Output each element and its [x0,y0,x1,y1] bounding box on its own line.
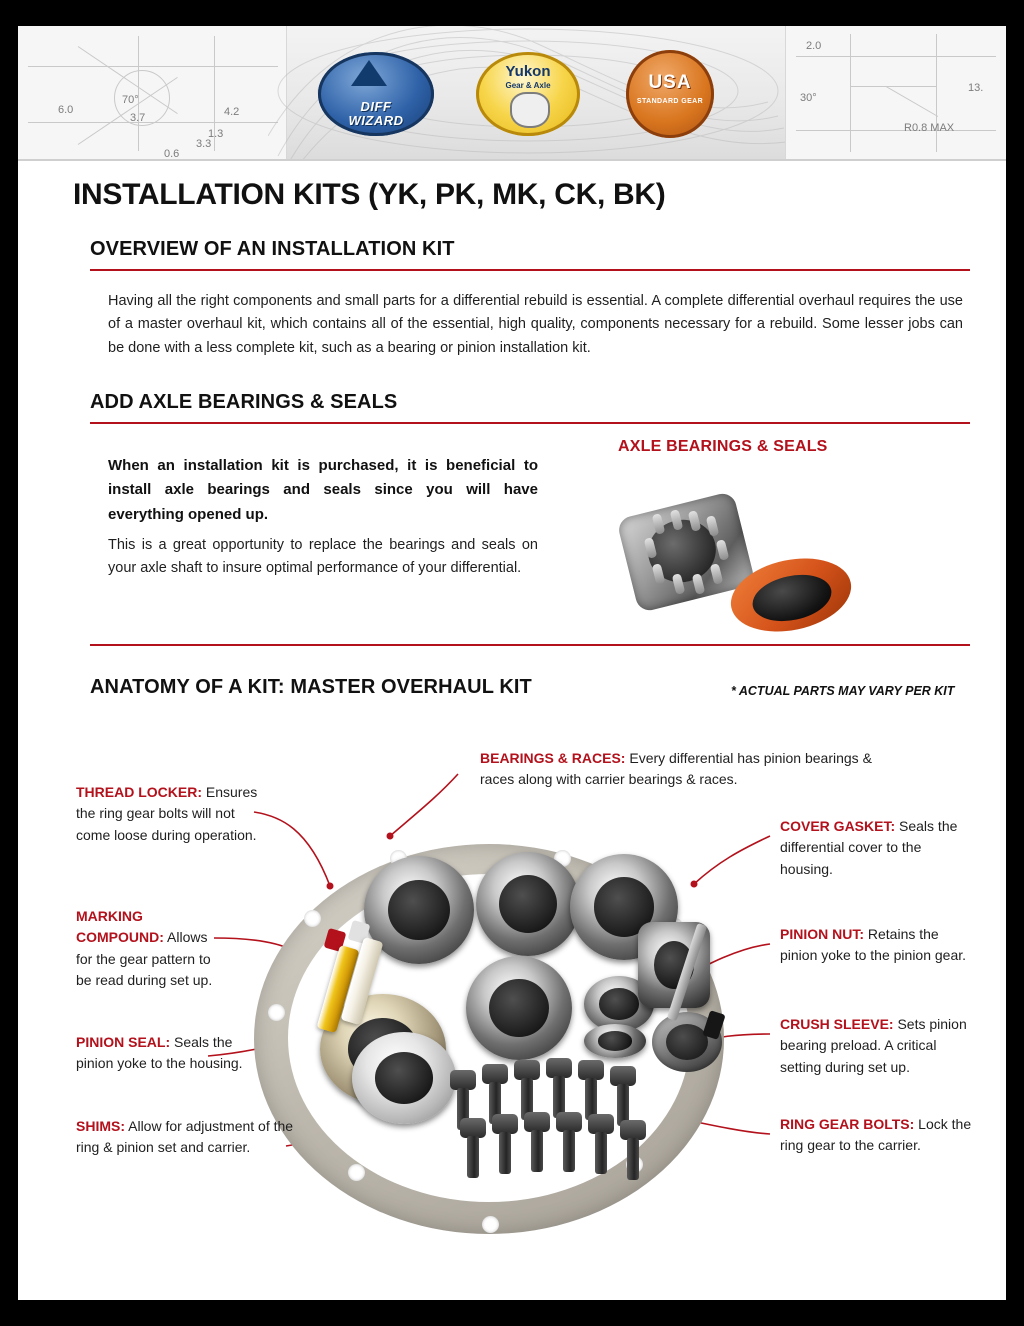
overview-heading: OVERVIEW OF AN INSTALLATION KIT [90,238,455,260]
callout-bearings-races-label: BEARINGS & RACES: [480,750,626,766]
diff-wizard-logo [318,48,434,140]
blueprint-dim-3: 3.7 [130,112,146,124]
blueprint-r-dim-4: R0.8 MAX [904,122,955,134]
blueprint-right-graphic [785,26,1006,159]
yukon-logo-text: Yukon [505,63,551,80]
anatomy-heading: ANATOMY OF A KIT: MASTER OVERHAUL KIT [90,676,532,698]
callout-pinion-nut [780,924,970,967]
callout-thread-locker [76,782,268,846]
callout-bearings-races [480,748,880,791]
blueprint-dim-4: 4.2 [224,106,240,118]
shim-image [352,1032,456,1124]
ring-gear-bolt [546,1058,572,1118]
diff-wizard-logo-text1: DIFF [360,99,392,114]
axle-heading-rule [90,422,970,424]
page-title: INSTALLATION KITS (YK, PK, MK, CK, BK) [73,178,666,211]
ring-gear-bolt [514,1060,540,1120]
callout-shims-text: Allow for adjustment of the ring & pinion set and carrier. [76,1118,294,1156]
bear-icon [510,92,550,128]
blueprint-dim-1: 6.0 [58,104,74,116]
ring-gear-bolt [556,1112,582,1172]
blueprint-dim-2: 70° [122,94,139,106]
axle-photo-caption: AXLE BEARINGS & SEALS [618,438,828,455]
ring-gear-bolt [578,1060,604,1120]
shim-image [584,1024,646,1058]
callout-thread-locker-text: Ensures the ring gear bolts will not come loose during operation. [76,784,258,843]
brand-logo-row [318,44,718,144]
callout-bearings-races-text: Every differential has pinion bearings & races along with carrier bearings & races. [480,750,872,788]
callout-marking-compound-label: MARKING COMPOUND: [76,908,164,946]
callout-cover-gasket-text: Seals the differential cover to the housing. [780,818,958,877]
callout-pinion-seal [76,1032,266,1075]
anatomy-note: * ACTUAL PARTS MAY VARY PER KIT [731,684,955,698]
bearing-race-image [476,852,580,956]
axle-body: This is a great opportunity to replace the bearings and seals on your axle shaft to insure optimal performance of your differential. [108,537,538,577]
callout-ring-gear-bolts [780,1114,980,1157]
axle-bold-body: When an installation kit is purchased, it is beneficial to install axle bearings and seals since you will have everything opened up. [108,457,538,523]
usa-logo-subtext: STANDARD GEAR [636,98,704,105]
header-banner [18,26,1006,161]
callout-cover-gasket [780,816,970,880]
yukon-logo-subtext: Gear & Axle [505,81,551,90]
callout-marking-compound [76,906,226,991]
master-overhaul-kit-photo [254,826,724,1246]
yukon-gear-axle-logo [476,52,580,136]
ring-gear-bolt [492,1114,518,1174]
callout-thread-locker-label: THREAD LOCKER: [76,784,202,800]
callout-crush-sleeve-label: CRUSH SLEEVE: [780,1016,894,1032]
ring-gear-bolt [460,1118,486,1178]
callout-pinion-nut-label: PINION NUT: [780,926,864,942]
ring-gear-bolt [524,1112,550,1172]
overview-heading-rule [90,269,970,271]
blueprint-dim-6: 3.3 [196,138,212,150]
callout-marking-compound-text: Allows for the gear pattern to be read during set up. [76,929,213,988]
bearing-race-image [466,956,572,1060]
usa-standard-gear-logo [622,50,718,138]
axle-heading: ADD AXLE BEARINGS & SEALS [90,391,398,413]
callout-pinion-seal-text: Seals the pinion yoke to the housing. [76,1034,243,1072]
blueprint-r-dim-3: 30° [800,92,817,104]
callout-crush-sleeve [780,1014,970,1078]
blueprint-dim-5: 1.3 [208,128,224,140]
section-divider-rule [90,644,970,646]
blueprint-dim-7: 0.6 [164,148,180,159]
diff-wizard-logo-text2: WIZARD [348,112,404,128]
usa-logo-text: USA [648,72,692,93]
ring-gear-bolt [588,1114,614,1174]
callout-cover-gasket-label: COVER GASKET: [780,818,896,834]
blueprint-r-dim-2: 13. [968,82,984,94]
blueprint-r-dim-1: 2.0 [806,40,822,52]
callout-ring-gear-bolts-label: RING GEAR BOLTS: [780,1116,915,1132]
callout-pinion-seal-label: PINION SEAL: [76,1034,171,1050]
blueprint-left-graphic [18,26,287,159]
axle-bearing-seal-photo [618,494,868,644]
callout-ring-gear-bolts-text: Lock the ring gear to the carrier. [780,1116,972,1154]
callout-shims [76,1116,298,1159]
overview-body: Having all the right components and small parts for a differential rebuild is essential. A complete differential overhaul requires the use of a master overhaul kit, which contains all of the essential, high quality, components necessary for a rebuild. Some lesser jobs can be done with a less complete kit, such as a bearing or pinion installation kit. [108,293,963,356]
callout-crush-sleeve-text: Sets pinion bearing preload. A critical setting during set up. [780,1016,967,1075]
callout-shims-label: SHIMS: [76,1118,125,1134]
ring-gear-bolt [620,1120,646,1180]
callout-pinion-nut-text: Retains the pinion yoke to the pinion gear. [780,926,967,964]
page-content [18,26,1006,1300]
